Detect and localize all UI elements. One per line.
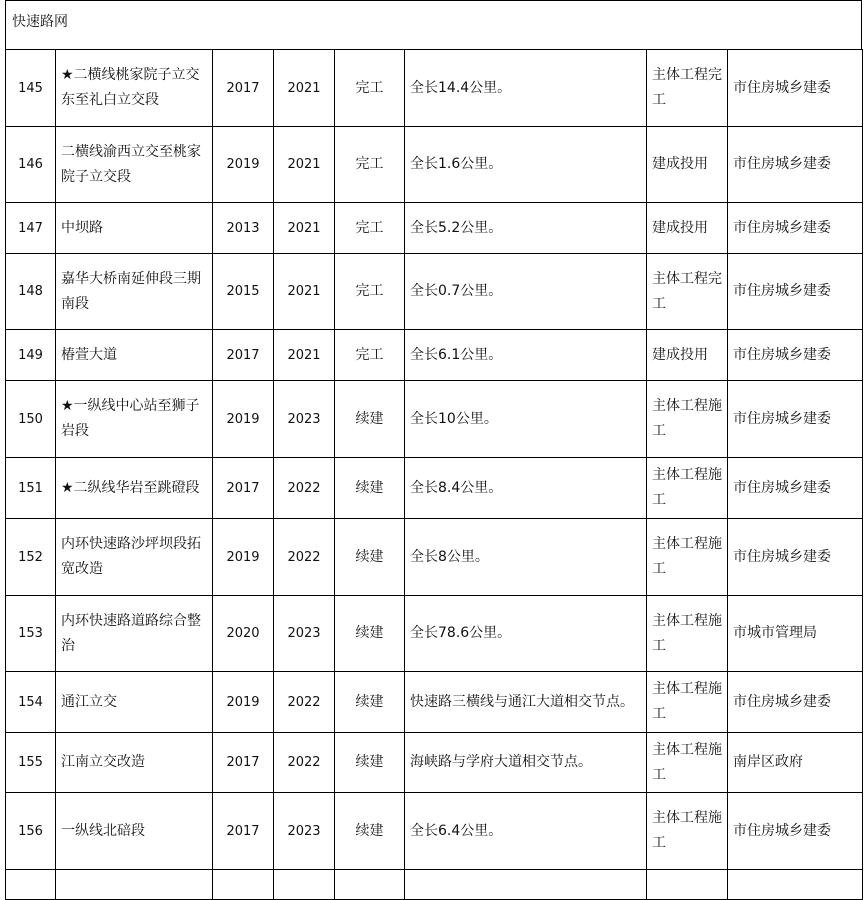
project-scope: 全长6.4公里。 (410, 822, 503, 839)
project-progress: 主体工程施工 (652, 741, 722, 783)
project-status-cell (335, 672, 405, 733)
project-scope: 全长1.6公里。 (410, 156, 503, 172)
start-year-cell (213, 254, 274, 330)
project-scope: 全长78.6公里。 (410, 625, 512, 641)
start-year-cell (213, 381, 274, 458)
project-name-cell (56, 672, 213, 733)
project-status-cell (335, 127, 405, 203)
project-progress: 主体工程完工 (652, 270, 722, 312)
project-progress: 主体工程施工 (652, 681, 722, 722)
table-row (6, 870, 863, 900)
project-status-cell (335, 870, 405, 900)
start-year: 2019 (226, 411, 260, 427)
project-scope-cell (405, 330, 647, 381)
row-number-cell (6, 203, 56, 254)
project-progress-cell (647, 203, 728, 254)
table-row (6, 254, 863, 330)
table-row (6, 381, 863, 458)
project-progress: 主体工程完工 (652, 67, 722, 108)
row-number-cell (6, 519, 56, 596)
project-progress-cell (647, 793, 728, 870)
project-progress-cell (647, 254, 728, 330)
project-scope-cell (405, 458, 647, 519)
project-status-cell (335, 793, 405, 870)
project-name: 通江立交 (61, 693, 117, 710)
row-number-cell (6, 50, 56, 127)
project-progress: 主体工程施工 (652, 467, 722, 508)
project-status: 完工 (355, 79, 384, 96)
end-year: 2022 (287, 694, 321, 710)
project-scope: 全长14.4公里。 (410, 79, 512, 96)
row-number-cell (6, 733, 56, 793)
row-number: 151 (18, 480, 43, 496)
responsible-unit: 市住房城乡建委 (733, 283, 831, 299)
project-status-cell (335, 203, 405, 254)
project-progress: 主体工程施工 (652, 536, 722, 577)
project-progress: 主体工程施工 (652, 810, 722, 851)
start-year-cell (213, 458, 274, 519)
end-year-cell (274, 793, 335, 870)
end-year: 2022 (287, 755, 321, 770)
end-year: 2021 (287, 80, 321, 96)
project-name-cell (56, 596, 213, 672)
project-progress-cell (647, 733, 728, 793)
project-progress-cell (647, 519, 728, 596)
start-year: 2017 (226, 80, 260, 96)
responsible-unit-cell (728, 458, 863, 519)
project-status-cell (335, 596, 405, 672)
project-scope: 全长0.7公里。 (410, 283, 503, 299)
responsible-unit: 市住房城乡建委 (733, 479, 831, 496)
project-progress-cell (647, 672, 728, 733)
end-year: 2023 (287, 626, 321, 641)
row-number: 153 (18, 626, 43, 641)
project-scope: 全长8公里。 (410, 548, 489, 565)
row-number: 155 (18, 755, 43, 770)
start-year-cell (213, 596, 274, 672)
responsible-unit: 市住房城乡建委 (733, 410, 831, 427)
table-row (6, 50, 863, 127)
project-name-cell (56, 203, 213, 254)
table-row (6, 203, 863, 254)
project-status-cell (335, 50, 405, 127)
project-name-cell (56, 793, 213, 870)
row-number-cell (6, 793, 56, 870)
start-year: 2020 (226, 626, 260, 641)
end-year-cell (274, 596, 335, 672)
project-status: 续建 (355, 693, 384, 710)
project-progress: 建成投用 (652, 219, 708, 236)
row-number: 156 (18, 823, 43, 839)
project-name: ★二横线桃家院子立交东至礼白立交段 (61, 67, 200, 108)
start-year-cell (213, 50, 274, 127)
project-name: 内环快速路道路综合整治 (61, 612, 201, 654)
project-scope-cell (405, 203, 647, 254)
project-scope-cell (405, 127, 647, 203)
responsible-unit-cell (728, 381, 863, 458)
project-scope-cell (405, 254, 647, 330)
row-number: 154 (18, 694, 43, 710)
project-scope-cell (405, 672, 647, 733)
end-year-cell (274, 672, 335, 733)
project-status: 续建 (355, 625, 384, 641)
responsible-unit: 市城市管理局 (733, 625, 817, 641)
project-status: 完工 (355, 346, 384, 363)
table-row (6, 519, 863, 596)
responsible-unit-cell (728, 793, 863, 870)
project-progress-cell (647, 381, 728, 458)
project-name: 椿萱大道 (61, 346, 117, 363)
start-year-cell (213, 127, 274, 203)
project-scope-cell (405, 870, 647, 900)
end-year-cell (274, 50, 335, 127)
project-name: 二横线渝西立交至桃家院子立交段 (61, 143, 201, 185)
responsible-unit: 市住房城乡建委 (733, 822, 831, 839)
responsible-unit-cell (728, 127, 863, 203)
table-row (6, 793, 863, 870)
end-year: 2023 (287, 823, 321, 839)
end-year-cell (274, 127, 335, 203)
start-year: 2019 (226, 157, 260, 172)
project-scope-cell (405, 50, 647, 127)
start-year: 2017 (226, 347, 260, 363)
project-scope-cell (405, 596, 647, 672)
section-title: 快速路网 (12, 14, 68, 30)
start-year: 2013 (226, 220, 260, 236)
project-name: 内环快速路沙坪坝段拓宽改造 (61, 536, 201, 577)
project-scope: 全长10公里。 (410, 410, 498, 427)
project-progress-cell (647, 50, 728, 127)
project-scope-cell (405, 381, 647, 458)
project-scope: 全长5.2公里。 (410, 219, 503, 236)
end-year-cell (274, 330, 335, 381)
end-year-cell (274, 203, 335, 254)
project-progress: 主体工程施工 (652, 398, 722, 439)
project-scope: 海峡路与学府大道相交节点。 (410, 754, 592, 770)
end-year: 2021 (287, 220, 321, 236)
responsible-unit-cell (728, 330, 863, 381)
responsible-unit-cell (728, 870, 863, 900)
project-name: 一纵线北碚段 (61, 822, 145, 839)
end-year: 2023 (287, 411, 321, 427)
project-progress-cell (647, 870, 728, 900)
responsible-unit: 市住房城乡建委 (733, 693, 831, 710)
end-year: 2021 (287, 347, 321, 363)
project-status: 完工 (355, 156, 384, 172)
responsible-unit-cell (728, 254, 863, 330)
project-progress-cell (647, 127, 728, 203)
table-row (6, 596, 863, 672)
start-year-cell (213, 793, 274, 870)
row-number: 146 (18, 157, 43, 172)
project-scope: 全长6.1公里。 (410, 346, 503, 363)
row-number-cell (6, 381, 56, 458)
project-name-cell (56, 330, 213, 381)
project-status: 续建 (355, 410, 384, 427)
table-row (6, 458, 863, 519)
project-name: ★一纵线中心站至狮子岩段 (61, 398, 200, 439)
start-year: 2019 (226, 694, 260, 710)
project-scope-cell (405, 519, 647, 596)
project-status: 续建 (355, 754, 384, 770)
responsible-unit-cell (728, 733, 863, 793)
projects-table (5, 49, 863, 900)
project-status: 续建 (355, 548, 384, 565)
start-year-cell (213, 330, 274, 381)
project-name-cell (56, 519, 213, 596)
row-number: 148 (18, 284, 43, 299)
project-status: 完工 (355, 219, 384, 236)
project-scope-cell (405, 733, 647, 793)
end-year-cell (274, 870, 335, 900)
responsible-unit: 市住房城乡建委 (733, 548, 831, 565)
end-year: 2021 (287, 157, 321, 172)
row-number-cell (6, 127, 56, 203)
row-number: 149 (18, 347, 43, 363)
responsible-unit-cell (728, 203, 863, 254)
row-number: 150 (18, 411, 43, 427)
responsible-unit-cell (728, 50, 863, 127)
responsible-unit: 市住房城乡建委 (733, 219, 831, 236)
responsible-unit: 南岸区政府 (733, 754, 803, 770)
project-name-cell (56, 733, 213, 793)
start-year-cell (213, 672, 274, 733)
project-progress-cell (647, 458, 728, 519)
start-year: 2017 (226, 480, 260, 496)
row-number-cell (6, 458, 56, 519)
project-name: ★二纵线华岩至跳磴段 (61, 479, 200, 496)
row-number-cell (6, 596, 56, 672)
project-status-cell (335, 733, 405, 793)
table-row (6, 733, 863, 793)
project-status-cell (335, 330, 405, 381)
project-scope-cell (405, 793, 647, 870)
project-status: 续建 (355, 822, 384, 839)
project-status: 续建 (355, 479, 384, 496)
start-year-cell (213, 519, 274, 596)
row-number-cell (6, 330, 56, 381)
row-number: 147 (18, 220, 43, 236)
row-number: 152 (18, 549, 43, 565)
project-name-cell (56, 381, 213, 458)
row-number-cell (6, 870, 56, 900)
end-year: 2021 (287, 284, 321, 299)
project-progress-cell (647, 330, 728, 381)
project-status: 完工 (355, 283, 384, 299)
end-year-cell (274, 519, 335, 596)
project-name: 嘉华大桥南延伸段三期南段 (61, 270, 201, 312)
section-header (5, 0, 862, 50)
start-year-cell (213, 203, 274, 254)
table-row (6, 330, 863, 381)
project-scope: 快速路三横线与通江大道相交节点。 (410, 693, 634, 710)
start-year-cell (213, 733, 274, 793)
responsible-unit: 市住房城乡建委 (733, 79, 831, 96)
row-number-cell (6, 672, 56, 733)
end-year-cell (274, 381, 335, 458)
project-status-cell (335, 254, 405, 330)
project-progress: 主体工程施工 (652, 612, 722, 654)
end-year-cell (274, 254, 335, 330)
start-year: 2017 (226, 755, 260, 770)
table-row (6, 672, 863, 733)
responsible-unit: 市住房城乡建委 (733, 156, 831, 172)
end-year-cell (274, 733, 335, 793)
responsible-unit-cell (728, 519, 863, 596)
project-scope: 全长8.4公里。 (410, 479, 503, 496)
project-name-cell (56, 254, 213, 330)
start-year: 2017 (226, 823, 260, 839)
start-year: 2015 (226, 284, 260, 299)
project-name-cell (56, 50, 213, 127)
row-number-cell (6, 254, 56, 330)
project-progress: 建成投用 (652, 156, 708, 172)
project-name-cell (56, 127, 213, 203)
project-name: 中坝路 (61, 219, 103, 236)
project-name: 江南立交改造 (61, 754, 145, 770)
project-status-cell (335, 381, 405, 458)
project-progress: 建成投用 (652, 346, 708, 363)
project-name-cell (56, 870, 213, 900)
start-year-cell (213, 870, 274, 900)
responsible-unit: 市住房城乡建委 (733, 346, 831, 363)
end-year: 2022 (287, 549, 321, 565)
project-status-cell (335, 458, 405, 519)
responsible-unit-cell (728, 672, 863, 733)
project-status-cell (335, 519, 405, 596)
project-progress-cell (647, 596, 728, 672)
row-number: 145 (18, 80, 43, 96)
responsible-unit-cell (728, 596, 863, 672)
table-row (6, 127, 863, 203)
end-year-cell (274, 458, 335, 519)
end-year: 2022 (287, 480, 321, 496)
project-name-cell (56, 458, 213, 519)
start-year: 2019 (226, 549, 260, 565)
